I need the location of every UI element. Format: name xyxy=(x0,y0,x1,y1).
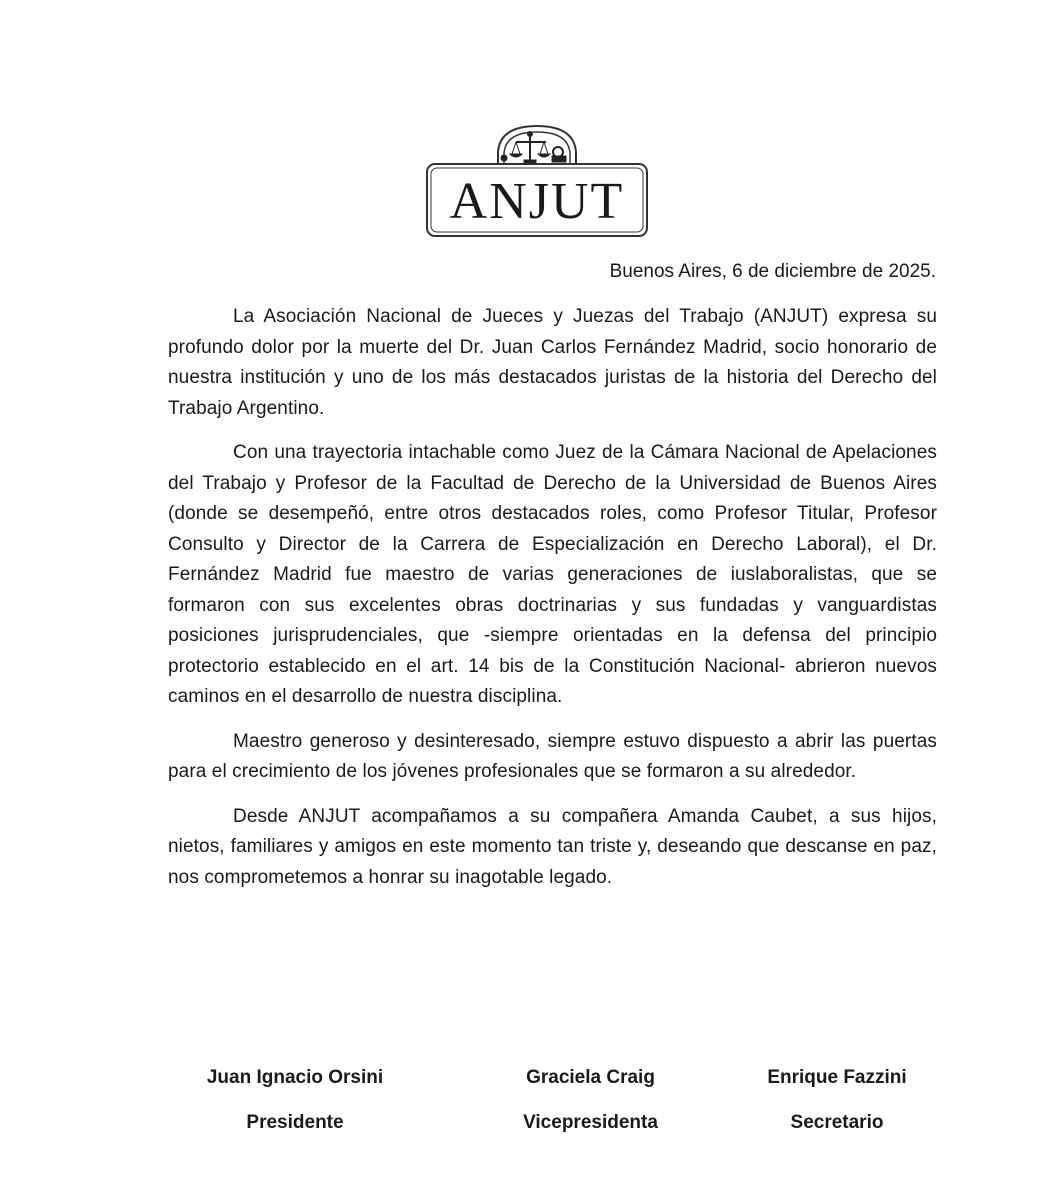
paragraph-3: Maestro generoso y desinteresado, siempre estuvo dispuesto a abrir las puertas para el crecimiento de los jóvenes profesionales que se formaron a su alrededor. xyxy=(168,730,937,782)
letter-body xyxy=(168,302,937,907)
letter-date: Buenos Aires, 6 de diciembre de 2025. xyxy=(609,261,936,282)
paragraph-1: La Asociación Nacional de Jueces y Juezas del Trabajo (ANJUT) expresa su profundo dolor por la muerte del Dr. Juan Carlos Fernández Madrid, socio honorario de nuestra institución y uno de los más destacados juristas de la historia del Derecho del Trabajo Argentino. xyxy=(168,306,937,419)
signature-vicepresident xyxy=(501,1064,681,1137)
signer-name: Enrique Fazzini xyxy=(767,1067,907,1088)
paragraph-4: Desde ANJUT acompañamos a su compañera Amanda Caubet, a sus hijos, nietos, familiares y amigos en este momento tan triste y, deseando que descanse en paz, nos comprometemos a honrar su inagotable legado. xyxy=(168,805,937,888)
signature-block xyxy=(168,1064,937,1137)
signer-role: Presidente xyxy=(246,1112,344,1133)
anjut-logo xyxy=(424,122,650,240)
signer-role: Secretario xyxy=(790,1112,884,1133)
paragraph-2: Con una trayectoria intachable como Juez de la Cámara Nacional de Apelaciones del Trabajo y Profesor de la Facultad de Derecho de la Universidad de Buenos Aires (donde se desempeñó, entre otros destacados roles, como Profesor Titular, Profesor Consulto y Director de la Carrera de Especialización en Derecho Laboral), el Dr. Fernández Madrid fue maestro de varias generaciones de iuslaboralistas, que se formaron con sus excelentes obras doctrinarias y sus fundadas y vanguardistas posiciones jurisprudenciales, que -siempre orientadas en la defensa del principio protectorio establecido en el art. 14 bis de la Constitución Nacional- abrieron nuevos caminos en el desarrollo de nuestra disciplina. xyxy=(168,442,937,707)
scales-of-justice-icon xyxy=(501,132,566,164)
signer-role: Vicepresidenta xyxy=(523,1112,658,1133)
signature-president xyxy=(166,1064,424,1137)
signer-name: Graciela Craig xyxy=(526,1067,655,1088)
signer-name: Juan Ignacio Orsini xyxy=(206,1067,384,1088)
signature-secretary xyxy=(737,1064,937,1137)
logo-text: ANJUT xyxy=(449,173,625,230)
